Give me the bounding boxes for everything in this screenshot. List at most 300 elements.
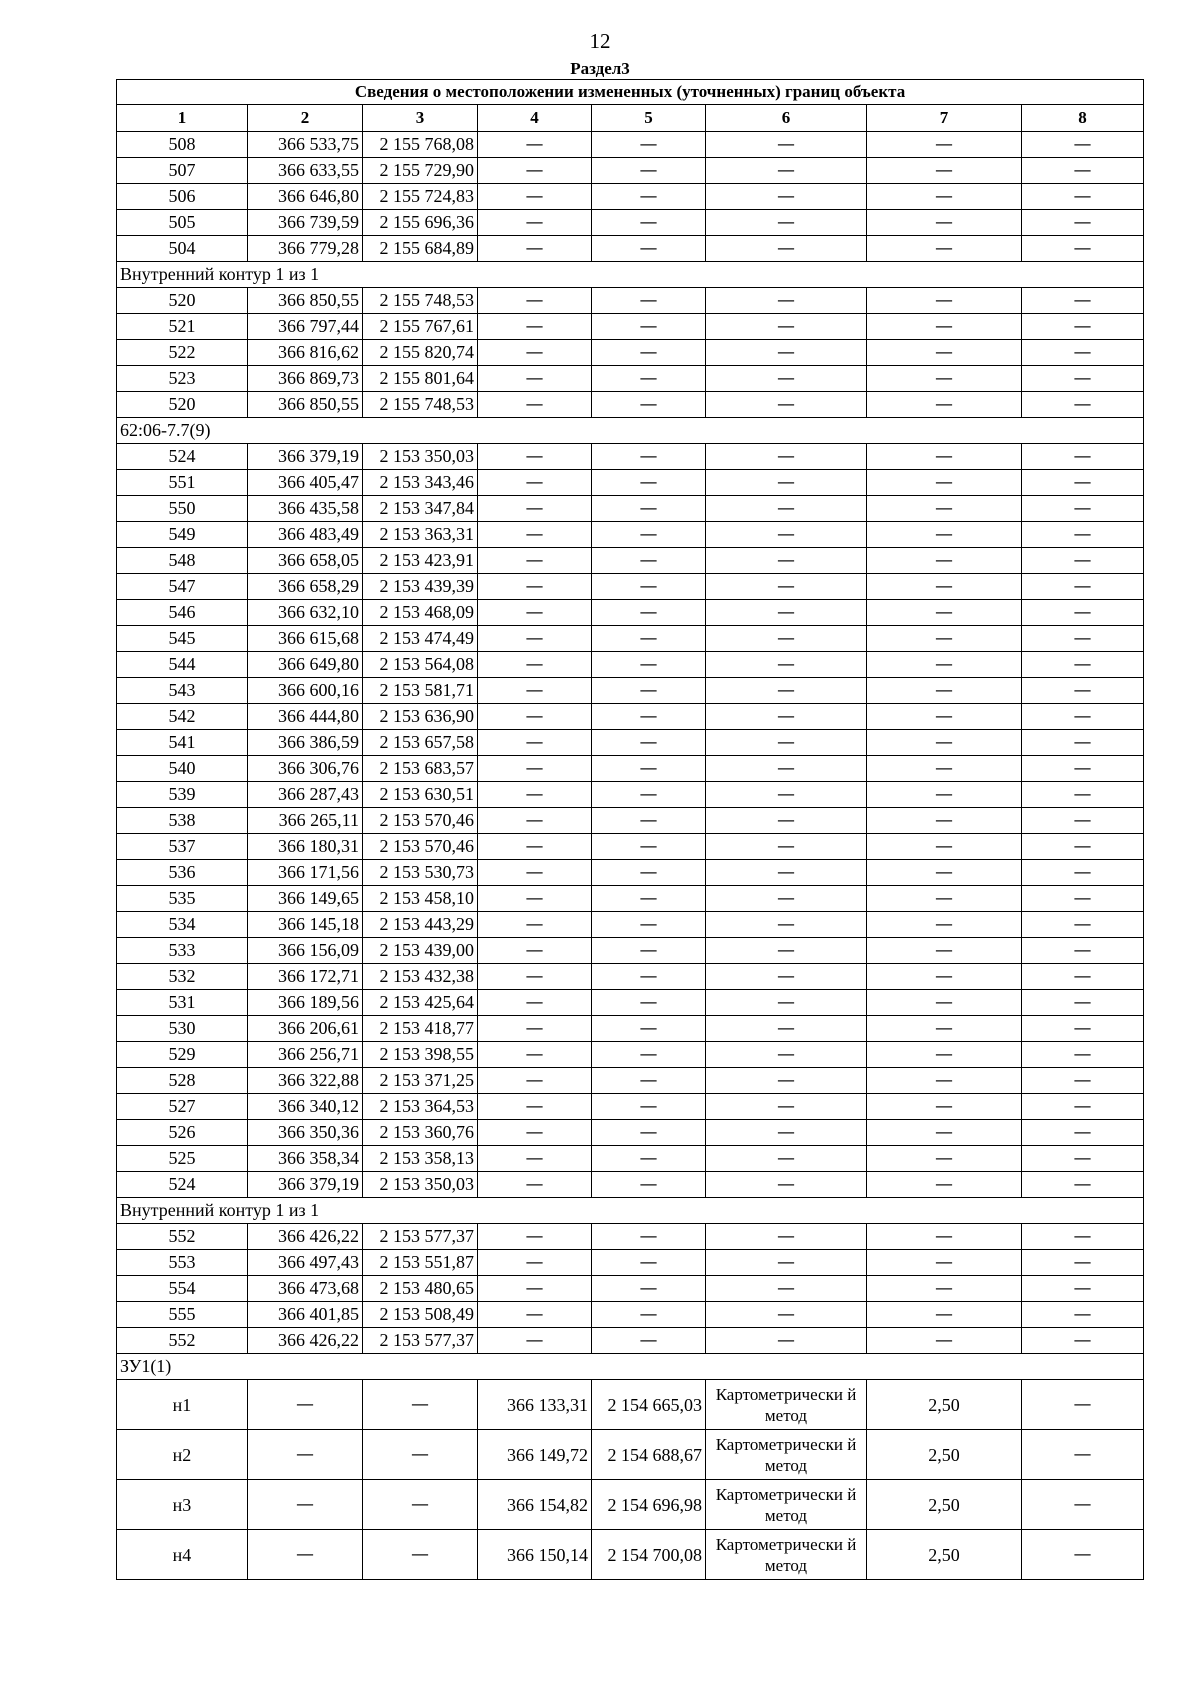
empty-value-dash: —	[1022, 1302, 1144, 1328]
table-row	[117, 1328, 1144, 1354]
empty-value-dash: —	[1022, 1530, 1144, 1580]
empty-value-dash: —	[592, 1250, 706, 1276]
determination-method: Картометрически й метод	[706, 1380, 867, 1430]
empty-value-dash: —	[867, 1146, 1022, 1172]
coordinate-y: 2 153 630,51	[363, 782, 478, 808]
empty-value-dash: —	[592, 158, 706, 184]
empty-value-dash: —	[478, 574, 592, 600]
point-number: 523	[117, 366, 248, 392]
empty-value-dash: —	[1022, 548, 1144, 574]
empty-value-dash: —	[478, 1302, 592, 1328]
table-row	[117, 1120, 1144, 1146]
empty-value-dash: —	[478, 1224, 592, 1250]
empty-value-dash: —	[867, 652, 1022, 678]
empty-value-dash: —	[1022, 158, 1144, 184]
coordinate-y: 2 153 358,13	[363, 1146, 478, 1172]
empty-value-dash: —	[592, 444, 706, 470]
point-number: 524	[117, 444, 248, 470]
table-row	[117, 834, 1144, 860]
empty-value-dash: —	[478, 730, 592, 756]
empty-value-dash: —	[867, 808, 1022, 834]
coordinate-y: 2 155 748,53	[363, 288, 478, 314]
empty-value-dash: —	[478, 522, 592, 548]
parcel-label-row	[117, 1354, 1144, 1380]
table-row	[117, 782, 1144, 808]
empty-value-dash: —	[706, 704, 867, 730]
empty-value-dash: —	[706, 548, 867, 574]
point-number: 534	[117, 912, 248, 938]
empty-value-dash: —	[592, 1094, 706, 1120]
point-number: 543	[117, 678, 248, 704]
empty-value-dash: —	[592, 704, 706, 730]
empty-value-dash: —	[867, 1328, 1022, 1354]
empty-value-dash: —	[592, 1068, 706, 1094]
empty-value-dash: —	[706, 496, 867, 522]
column-number: 8	[1022, 105, 1144, 132]
coordinate-x: 366 189,56	[248, 990, 363, 1016]
empty-value-dash: —	[478, 496, 592, 522]
empty-value-dash: —	[1022, 1146, 1144, 1172]
table-row	[117, 1146, 1144, 1172]
coordinate-y: 2 155 748,53	[363, 392, 478, 418]
coordinate-x: 366 483,49	[248, 522, 363, 548]
determination-method: Картометрически й метод	[706, 1430, 867, 1480]
coordinate-x: 366 149,65	[248, 886, 363, 912]
empty-value-dash: —	[592, 756, 706, 782]
coordinate-y: 2 153 432,38	[363, 964, 478, 990]
empty-value-dash: —	[867, 1250, 1022, 1276]
empty-value-dash: —	[706, 184, 867, 210]
point-number: 520	[117, 392, 248, 418]
coordinate-y: 2 153 350,03	[363, 444, 478, 470]
contour-label: 62:06-7.7(9)	[117, 418, 1144, 444]
coordinate-y: 2 153 508,49	[363, 1302, 478, 1328]
empty-value-dash: —	[1022, 314, 1144, 340]
empty-value-dash: —	[478, 1120, 592, 1146]
coordinate-x: 366 850,55	[248, 392, 363, 418]
coordinate-x: 366 340,12	[248, 1094, 363, 1120]
coordinate-x: 366 658,05	[248, 548, 363, 574]
point-number: 520	[117, 288, 248, 314]
empty-value-dash: —	[592, 1172, 706, 1198]
coordinate-x: 366 426,22	[248, 1224, 363, 1250]
coordinate-x: 366 435,58	[248, 496, 363, 522]
empty-value-dash: —	[867, 886, 1022, 912]
empty-value-dash: —	[1022, 444, 1144, 470]
coordinate-y: 2 153 439,00	[363, 938, 478, 964]
empty-value-dash: —	[1022, 756, 1144, 782]
empty-value-dash: —	[867, 288, 1022, 314]
empty-value-dash: —	[478, 470, 592, 496]
empty-value-dash: —	[363, 1480, 478, 1530]
empty-value-dash: —	[867, 912, 1022, 938]
point-number: н3	[117, 1480, 248, 1530]
table-row	[117, 548, 1144, 574]
empty-value-dash: —	[592, 1042, 706, 1068]
coordinate-x: 366 426,22	[248, 1328, 363, 1354]
empty-value-dash: —	[592, 626, 706, 652]
empty-value-dash: —	[1022, 392, 1144, 418]
table-row	[117, 678, 1144, 704]
empty-value-dash: —	[867, 678, 1022, 704]
empty-value-dash: —	[1022, 990, 1144, 1016]
empty-value-dash: —	[478, 626, 592, 652]
empty-value-dash: —	[867, 496, 1022, 522]
accuracy: 2,50	[867, 1480, 1022, 1530]
empty-value-dash: —	[867, 340, 1022, 366]
empty-value-dash: —	[478, 678, 592, 704]
empty-value-dash: —	[478, 236, 592, 262]
coordinate-x: 366 379,19	[248, 1172, 363, 1198]
point-number: 521	[117, 314, 248, 340]
empty-value-dash: —	[1022, 366, 1144, 392]
table-caption: Сведения о местоположении измененных (уточненных) границ объекта	[117, 80, 1144, 105]
coordinate-x: 366 473,68	[248, 1276, 363, 1302]
empty-value-dash: —	[478, 184, 592, 210]
empty-value-dash: —	[363, 1530, 478, 1580]
empty-value-dash: —	[478, 1328, 592, 1354]
point-number: 530	[117, 1016, 248, 1042]
empty-value-dash: —	[478, 1094, 592, 1120]
point-number: 505	[117, 210, 248, 236]
new-coordinate-y: 2 154 696,98	[592, 1480, 706, 1530]
coordinate-x: 366 533,75	[248, 132, 363, 158]
coordinate-y: 2 153 443,29	[363, 912, 478, 938]
empty-value-dash: —	[478, 1016, 592, 1042]
empty-value-dash: —	[592, 184, 706, 210]
empty-value-dash: —	[478, 756, 592, 782]
coordinate-x: 366 358,34	[248, 1146, 363, 1172]
empty-value-dash: —	[1022, 964, 1144, 990]
coordinate-x: 366 632,10	[248, 600, 363, 626]
coordinate-y: 2 153 363,31	[363, 522, 478, 548]
empty-value-dash: —	[592, 132, 706, 158]
empty-value-dash: —	[867, 860, 1022, 886]
empty-value-dash: —	[592, 1328, 706, 1354]
empty-value-dash: —	[706, 782, 867, 808]
empty-value-dash: —	[478, 808, 592, 834]
column-number: 6	[706, 105, 867, 132]
coordinate-y: 2 153 364,53	[363, 1094, 478, 1120]
empty-value-dash: —	[867, 522, 1022, 548]
table-row	[117, 314, 1144, 340]
table-caption-row	[117, 80, 1144, 105]
empty-value-dash: —	[706, 236, 867, 262]
coordinate-y: 2 153 350,03	[363, 1172, 478, 1198]
empty-value-dash: —	[706, 392, 867, 418]
determination-method: Картометрически й метод	[706, 1530, 867, 1580]
empty-value-dash: —	[592, 1146, 706, 1172]
empty-value-dash: —	[706, 444, 867, 470]
point-number: 531	[117, 990, 248, 1016]
coordinate-y: 2 153 468,09	[363, 600, 478, 626]
point-number: 552	[117, 1224, 248, 1250]
coordinate-x: 366 739,59	[248, 210, 363, 236]
point-number: 545	[117, 626, 248, 652]
new-coordinate-x: 366 150,14	[478, 1530, 592, 1580]
empty-value-dash: —	[867, 1276, 1022, 1302]
column-number-row	[117, 105, 1144, 132]
coordinate-x: 366 850,55	[248, 288, 363, 314]
empty-value-dash: —	[248, 1480, 363, 1530]
coordinate-x: 366 386,59	[248, 730, 363, 756]
empty-value-dash: —	[706, 314, 867, 340]
point-number: 532	[117, 964, 248, 990]
point-number: 508	[117, 132, 248, 158]
empty-value-dash: —	[706, 1068, 867, 1094]
empty-value-dash: —	[867, 158, 1022, 184]
table-row	[117, 886, 1144, 912]
column-number: 1	[117, 105, 248, 132]
point-number: 540	[117, 756, 248, 782]
empty-value-dash: —	[706, 574, 867, 600]
empty-value-dash: —	[706, 1120, 867, 1146]
empty-value-dash: —	[706, 626, 867, 652]
empty-value-dash: —	[867, 600, 1022, 626]
empty-value-dash: —	[1022, 470, 1144, 496]
coordinate-y: 2 155 767,61	[363, 314, 478, 340]
empty-value-dash: —	[478, 340, 592, 366]
coordinate-x: 366 180,31	[248, 834, 363, 860]
point-number: н1	[117, 1380, 248, 1430]
empty-value-dash: —	[592, 340, 706, 366]
table-row	[117, 938, 1144, 964]
point-number: 537	[117, 834, 248, 860]
empty-value-dash: —	[478, 964, 592, 990]
empty-value-dash: —	[706, 730, 867, 756]
coordinate-y: 2 153 480,65	[363, 1276, 478, 1302]
empty-value-dash: —	[1022, 1016, 1144, 1042]
empty-value-dash: —	[592, 990, 706, 1016]
table-row	[117, 210, 1144, 236]
point-number: 542	[117, 704, 248, 730]
coordinate-x: 366 797,44	[248, 314, 363, 340]
table-row	[117, 1480, 1144, 1530]
coordinate-y: 2 155 801,64	[363, 366, 478, 392]
empty-value-dash: —	[478, 600, 592, 626]
empty-value-dash: —	[592, 1302, 706, 1328]
empty-value-dash: —	[592, 964, 706, 990]
empty-value-dash: —	[1022, 1250, 1144, 1276]
empty-value-dash: —	[706, 1146, 867, 1172]
coordinate-y: 2 153 636,90	[363, 704, 478, 730]
empty-value-dash: —	[706, 1302, 867, 1328]
empty-value-dash: —	[706, 470, 867, 496]
table-row	[117, 730, 1144, 756]
empty-value-dash: —	[867, 1120, 1022, 1146]
table-row	[117, 808, 1144, 834]
contour-label-row	[117, 418, 1144, 444]
empty-value-dash: —	[592, 1120, 706, 1146]
empty-value-dash: —	[1022, 782, 1144, 808]
coordinate-y: 2 153 570,46	[363, 834, 478, 860]
column-number: 3	[363, 105, 478, 132]
empty-value-dash: —	[478, 860, 592, 886]
coordinate-y: 2 155 724,83	[363, 184, 478, 210]
empty-value-dash: —	[706, 860, 867, 886]
point-number: 522	[117, 340, 248, 366]
empty-value-dash: —	[706, 1328, 867, 1354]
column-number: 7	[867, 105, 1022, 132]
coordinate-x: 366 816,62	[248, 340, 363, 366]
empty-value-dash: —	[1022, 1094, 1144, 1120]
coordinate-y: 2 155 729,90	[363, 158, 478, 184]
empty-value-dash: —	[592, 808, 706, 834]
empty-value-dash: —	[478, 938, 592, 964]
table-row	[117, 496, 1144, 522]
point-number: 544	[117, 652, 248, 678]
table-row	[117, 1094, 1144, 1120]
table-row	[117, 652, 1144, 678]
coordinate-y: 2 153 577,37	[363, 1224, 478, 1250]
empty-value-dash: —	[867, 574, 1022, 600]
empty-value-dash: —	[1022, 652, 1144, 678]
coordinate-y: 2 153 551,87	[363, 1250, 478, 1276]
coordinate-x: 366 306,76	[248, 756, 363, 782]
coordinate-y: 2 153 530,73	[363, 860, 478, 886]
empty-value-dash: —	[867, 1302, 1022, 1328]
empty-value-dash: —	[1022, 1068, 1144, 1094]
empty-value-dash: —	[1022, 808, 1144, 834]
empty-value-dash: —	[478, 1068, 592, 1094]
point-number: 538	[117, 808, 248, 834]
table-row	[117, 1276, 1144, 1302]
empty-value-dash: —	[592, 730, 706, 756]
coordinate-x: 366 379,19	[248, 444, 363, 470]
empty-value-dash: —	[867, 782, 1022, 808]
empty-value-dash: —	[363, 1380, 478, 1430]
empty-value-dash: —	[478, 652, 592, 678]
coordinate-x: 366 405,47	[248, 470, 363, 496]
coordinate-x: 366 497,43	[248, 1250, 363, 1276]
empty-value-dash: —	[1022, 1224, 1144, 1250]
point-number: 555	[117, 1302, 248, 1328]
empty-value-dash: —	[592, 288, 706, 314]
coordinate-x: 366 171,56	[248, 860, 363, 886]
contour-label: Внутренний контур 1 из 1	[117, 262, 1144, 288]
coordinate-x: 366 322,88	[248, 1068, 363, 1094]
empty-value-dash: —	[867, 990, 1022, 1016]
empty-value-dash: —	[592, 314, 706, 340]
empty-value-dash: —	[706, 1172, 867, 1198]
empty-value-dash: —	[1022, 210, 1144, 236]
empty-value-dash: —	[478, 990, 592, 1016]
table-row	[117, 444, 1144, 470]
coordinate-y: 2 155 820,74	[363, 340, 478, 366]
empty-value-dash: —	[592, 392, 706, 418]
empty-value-dash: —	[478, 912, 592, 938]
coordinate-y: 2 153 347,84	[363, 496, 478, 522]
new-coordinate-y: 2 154 665,03	[592, 1380, 706, 1430]
empty-value-dash: —	[1022, 236, 1144, 262]
table-row	[117, 522, 1144, 548]
table-row	[117, 1172, 1144, 1198]
empty-value-dash: —	[1022, 860, 1144, 886]
table-row	[117, 1530, 1144, 1580]
empty-value-dash: —	[867, 132, 1022, 158]
table-row	[117, 1042, 1144, 1068]
table-row	[117, 990, 1144, 1016]
coordinate-y: 2 153 657,58	[363, 730, 478, 756]
empty-value-dash: —	[867, 392, 1022, 418]
point-number: 554	[117, 1276, 248, 1302]
empty-value-dash: —	[592, 886, 706, 912]
coordinate-y: 2 153 371,25	[363, 1068, 478, 1094]
empty-value-dash: —	[1022, 522, 1144, 548]
empty-value-dash: —	[1022, 912, 1144, 938]
coordinate-x: 366 156,09	[248, 938, 363, 964]
empty-value-dash: —	[867, 470, 1022, 496]
new-coordinate-x: 366 133,31	[478, 1380, 592, 1430]
empty-value-dash: —	[478, 1276, 592, 1302]
empty-value-dash: —	[1022, 626, 1144, 652]
point-number: 527	[117, 1094, 248, 1120]
empty-value-dash: —	[706, 1016, 867, 1042]
empty-value-dash: —	[1022, 1042, 1144, 1068]
point-number: 535	[117, 886, 248, 912]
point-number: 539	[117, 782, 248, 808]
empty-value-dash: —	[706, 886, 867, 912]
empty-value-dash: —	[867, 626, 1022, 652]
empty-value-dash: —	[867, 1042, 1022, 1068]
empty-value-dash: —	[706, 210, 867, 236]
empty-value-dash: —	[706, 808, 867, 834]
empty-value-dash: —	[592, 1224, 706, 1250]
boundary-table	[116, 79, 1144, 1580]
empty-value-dash: —	[867, 236, 1022, 262]
empty-value-dash: —	[478, 704, 592, 730]
table-row	[117, 1224, 1144, 1250]
empty-value-dash: —	[478, 158, 592, 184]
empty-value-dash: —	[867, 1016, 1022, 1042]
empty-value-dash: —	[248, 1380, 363, 1430]
coordinate-y: 2 153 570,46	[363, 808, 478, 834]
empty-value-dash: —	[592, 600, 706, 626]
empty-value-dash: —	[1022, 886, 1144, 912]
empty-value-dash: —	[867, 1068, 1022, 1094]
empty-value-dash: —	[592, 574, 706, 600]
empty-value-dash: —	[706, 1224, 867, 1250]
point-number: 547	[117, 574, 248, 600]
coordinate-y: 2 153 398,55	[363, 1042, 478, 1068]
empty-value-dash: —	[1022, 938, 1144, 964]
empty-value-dash: —	[867, 964, 1022, 990]
coordinate-x: 366 172,71	[248, 964, 363, 990]
coordinate-x: 366 658,29	[248, 574, 363, 600]
coordinate-x: 366 350,36	[248, 1120, 363, 1146]
coordinate-x: 366 265,11	[248, 808, 363, 834]
coordinate-x: 366 869,73	[248, 366, 363, 392]
table-row	[117, 1430, 1144, 1480]
empty-value-dash: —	[706, 1250, 867, 1276]
coordinate-y: 2 153 439,39	[363, 574, 478, 600]
point-number: 536	[117, 860, 248, 886]
empty-value-dash: —	[706, 1042, 867, 1068]
table-row	[117, 600, 1144, 626]
empty-value-dash: —	[592, 548, 706, 574]
empty-value-dash: —	[867, 1224, 1022, 1250]
point-number: 525	[117, 1146, 248, 1172]
empty-value-dash: —	[867, 210, 1022, 236]
empty-value-dash: —	[1022, 184, 1144, 210]
new-coordinate-y: 2 154 688,67	[592, 1430, 706, 1480]
empty-value-dash: —	[1022, 1276, 1144, 1302]
empty-value-dash: —	[867, 184, 1022, 210]
determination-method: Картометрически й метод	[706, 1480, 867, 1530]
table-row	[117, 1068, 1144, 1094]
empty-value-dash: —	[1022, 1380, 1144, 1430]
empty-value-dash: —	[706, 938, 867, 964]
